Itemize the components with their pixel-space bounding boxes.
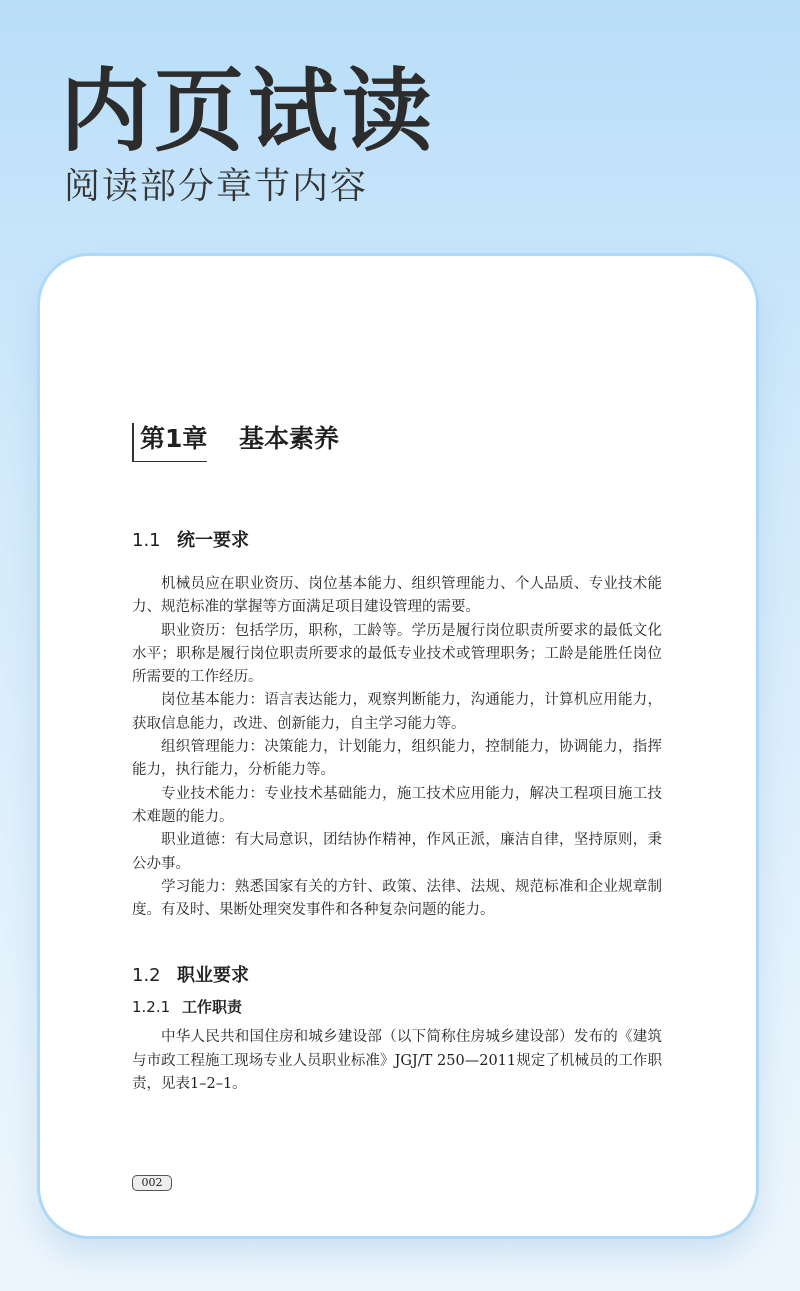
section-heading-1-1: [132, 529, 662, 553]
chapter-heading: [132, 419, 662, 467]
section-title: 统一要求: [177, 530, 249, 551]
book-page-content: [132, 419, 662, 1096]
page-title: 内页试读: [60, 59, 436, 164]
chapter-number: 第1章: [132, 423, 207, 462]
body-paragraph: 机械员应在职业资历、岗位基本能力、组织管理能力、个人品质、专业技术能力、规范标准的掌握等方面满足项目建设管理的需要。: [132, 576, 662, 616]
body-paragraph: 岗位基本能力：语言表达能力，观察判断能力，沟通能力，计算机应用能力，获取信息能力，改进、创新能力，自主学习能力等。: [132, 692, 662, 732]
section-heading-1-2: [132, 964, 662, 988]
body-paragraph: 专业技术能力：专业技术基础能力，施工技术应用能力，解决工程项目施工技术难题的能力。: [132, 785, 662, 825]
section-number: 1.1: [132, 530, 161, 551]
page-number-badge: 002: [132, 1175, 172, 1191]
body-paragraph: 组织管理能力：决策能力，计划能力，组织能力，控制能力，协调能力，指挥能力，执行能力，分析能力等。: [132, 739, 662, 779]
body-paragraph: 中华人民共和国住房和城乡建设部（以下简称住房城乡建设部）发布的《建筑与市政工程施工现场专业人员职业标准》JGJ/T 250—2011规定了机械员的工作职责，见表1–2–1。: [132, 1029, 662, 1093]
subsection-number: 1.2.1: [132, 998, 171, 1017]
body-paragraph: 职业资历：包括学历，职称，工龄等。学历是履行岗位职责所要求的最低文化水平；职称是履行岗位职责所要求的最低专业技术或管理职务；工龄是能胜任岗位所需要的工作经历。: [132, 622, 662, 686]
page-subtitle: 阅读部分章节内容: [64, 166, 369, 207]
body-paragraph: 职业道德：有大局意识，团结协作精神，作风正派，廉洁自律，坚持原则，秉公办事。: [132, 832, 662, 872]
chapter-title: 基本素养: [239, 424, 340, 453]
subsection-heading-1-2-1: [132, 996, 662, 1018]
section-number: 1.2: [132, 965, 161, 987]
subsection-title: 工作职责: [182, 998, 243, 1017]
book-page-card: [37, 253, 759, 1239]
body-paragraph: 学习能力：熟悉国家有关的方针、政策、法律、法规、规范标准和企业规章制度。有及时、果断处理突发事件和各种复杂问题的能力。: [132, 878, 662, 919]
section-title: 职业要求: [177, 965, 249, 987]
